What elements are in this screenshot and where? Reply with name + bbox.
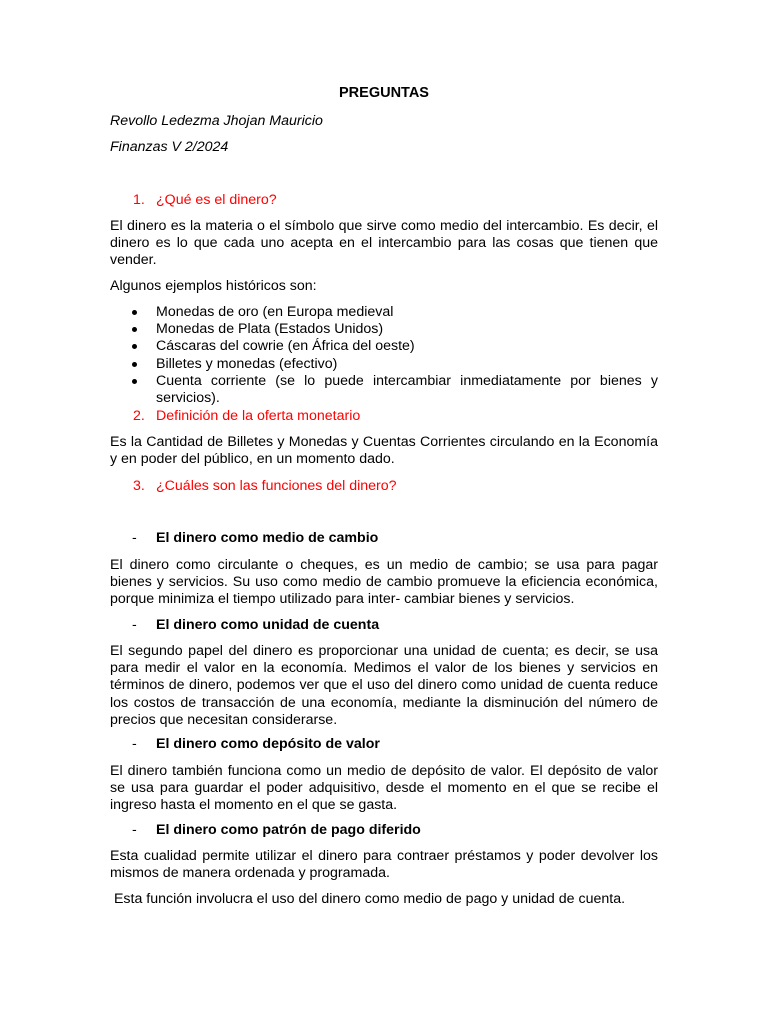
bullet-icon [132,344,137,349]
bullet-icon [132,327,137,332]
question-1 [133,192,277,209]
function-3-heading: - El dinero como depósito de valor [132,736,380,752]
function-4-text: Esta cualidad permite utilizar el dinero para contraer préstamos y poder devolver los mismos de manera ordenada y programada. [110,848,658,882]
bullet-icon [132,310,137,315]
list-item: Cáscaras del cowrie (en África del oeste) [110,338,658,355]
question-3-number: 3. [133,478,145,494]
list-item: Monedas de Plata (Estados Unidos) [110,321,658,338]
function-2-heading: - El dinero como unidad de cuenta [132,617,380,633]
question-2 [133,408,360,425]
list-item: Monedas de oro (en Europa medieval [110,304,658,321]
list-item: Cuenta corriente (se lo puede intercambiar inmediatamente por bienes y servicios). [110,373,658,407]
question-3 [133,478,397,495]
paragraph-closing: Esta función involucra el uso del dinero como medio de pago y unidad de cuenta. [110,891,626,907]
question-3-text: ¿Cuáles son las funciones del dinero? [156,478,397,494]
list-item: Billetes y monedas (efectivo) [110,356,658,373]
course-name: Finanzas V 2/2024 [110,139,229,155]
author-name: Revollo Ledezma Jhojan Mauricio [110,113,323,129]
paragraph-money-definition: El dinero es la materia o el símbolo que sirve como medio del intercambio. Es decir, el dinero es lo que cada uno acepta en el intercambio para las cosas que tienen que vender. [110,218,658,269]
question-1-number: 1. [133,192,145,208]
function-4-heading: - El dinero como patrón de pago diferido [132,822,421,838]
document-title: PREGUNTAS [339,85,429,101]
function-1-heading: - El dinero como medio de cambio [132,530,379,546]
paragraph-money-supply: Es la Cantidad de Billetes y Monedas y Cuentas Corrientes circulando en la Economía y en poder del público, en un momento dado. [110,434,658,468]
examples-list [110,304,658,407]
question-2-text: Definición de la oferta monetario [156,408,361,424]
bullet-icon [132,379,137,384]
question-1-text: ¿Qué es el dinero? [156,192,277,208]
bullet-icon [132,362,137,367]
function-3-text: El dinero también funciona como un medio de depósito de valor. El depósito de valor se usa para guardar el poder adquisitivo, desde el momento en el que se recibe el ingreso hasta el momento en el que se gasta. [110,763,658,814]
paragraph-examples-intro: Algunos ejemplos históricos son: [110,278,317,294]
function-2-text: El segundo papel del dinero es proporcionar una unidad de cuenta; es decir, se usa para medir el valor en la economía. Medimos el valor de los bienes y servicios en términos de dinero, podemos ver que el uso del dinero como unidad de cuenta reduce los costos de transacción de una economía, mediante la disminución del número de precios que necesitan considerarse. [110,643,658,728]
function-1-text: El dinero como circulante o cheques, es un medio de cambio; se usa para pagar bienes y servicios. Su uso como medio de cambio promueve la eficiencia económica, porque minimiza el tiempo utilizado para inter- cambiar bienes y servicios. [110,557,658,608]
question-2-number: 2. [133,408,145,424]
